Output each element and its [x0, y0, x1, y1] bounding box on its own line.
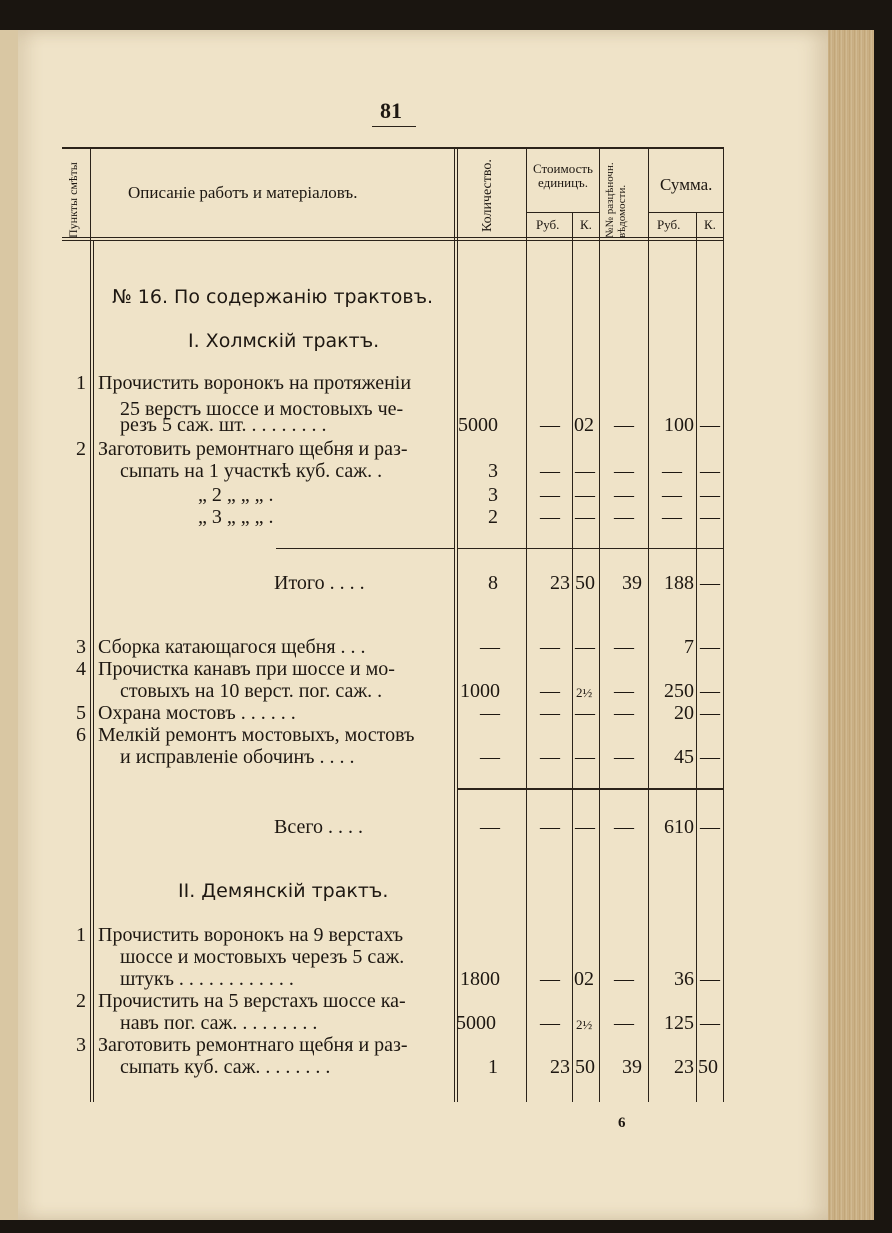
cell-sum-rub: 36	[674, 968, 694, 990]
cell-sum-kop: —	[700, 414, 720, 436]
cell-unit-rub: —	[540, 968, 560, 990]
cell-unit-rub: —	[540, 414, 560, 436]
total-rule	[458, 788, 724, 790]
cell-dash: —	[575, 506, 595, 528]
cell-ved: —	[614, 1012, 634, 1034]
cell-dash: —	[662, 460, 682, 482]
cell-qty: 8	[488, 572, 498, 594]
col-line-unit-kop	[599, 147, 600, 1102]
row-text: сыпать куб. саж. . . . . . . .	[120, 1056, 331, 1078]
cell-unit-rub: —	[540, 746, 560, 768]
col-line-ved	[648, 147, 649, 1102]
cell-dash: —	[662, 506, 682, 528]
cell-ved: —	[614, 702, 634, 724]
cell-sum-kop: —	[700, 968, 720, 990]
subtotal-rule-2	[458, 548, 724, 549]
cell-unit-kop: —	[575, 746, 595, 768]
col-line-desc	[454, 147, 455, 1102]
cell-sum-rub: 7	[684, 636, 694, 658]
row-text: Заготовить ремонтнаго щебня и раз-	[98, 1034, 408, 1056]
cell-unit-kop: —	[575, 636, 595, 658]
row-number: 4	[76, 658, 86, 680]
header-unit-cost: Стоимость единицъ.	[533, 161, 593, 190]
cell-qty: 1000	[460, 680, 500, 702]
cell-sum-rub: 610	[664, 816, 694, 838]
col-line-sum-rub	[696, 212, 697, 1102]
row-text: „ 2 „ „ „ .	[198, 484, 274, 506]
total-label: Всего . . . .	[274, 816, 364, 838]
cell-ved: —	[614, 968, 634, 990]
unit-subheader-rule	[526, 212, 599, 213]
row-text: Прочистить воронокъ на протяженіи	[98, 372, 412, 394]
cell-dash: —	[540, 460, 560, 482]
row-text: резъ 5 саж. шт. . . . . . . . .	[120, 414, 327, 436]
cell-sum-rub: 250	[664, 680, 694, 702]
cell-ved: —	[614, 680, 634, 702]
book-spine	[0, 30, 18, 1220]
header-unit-kop: К.	[580, 217, 592, 232]
cell-dash: —	[614, 460, 634, 482]
cell-sum-rub: 45	[674, 746, 694, 768]
cell-sum-rub: 100	[664, 414, 694, 436]
header-quantity: Количество.	[480, 159, 495, 232]
row-text: навъ пог. саж. . . . . . . . .	[120, 1012, 318, 1034]
cell-qty: —	[480, 816, 500, 838]
cell-unit-rub: —	[540, 680, 560, 702]
row-text: „ 3 „ „ „ .	[198, 506, 274, 528]
header-sum-kop: К.	[704, 217, 716, 232]
row-text: сыпать на 1 участкѣ куб. саж. .	[120, 460, 383, 482]
subtotal-rule	[276, 548, 454, 549]
cell-unit-rub: 23	[550, 572, 570, 594]
cell-unit-kop: 02	[574, 968, 594, 990]
cell-qty: 5000	[458, 414, 498, 436]
cell-ved: 39	[622, 1056, 642, 1078]
col-line-qty	[526, 147, 527, 1102]
cell-dash: —	[540, 506, 560, 528]
cell-unit-rub: —	[540, 636, 560, 658]
row-text: 25 верстъ шоссе и мостовыхъ че-	[120, 398, 404, 420]
row-text: штукъ . . . . . . . . . . . .	[120, 968, 294, 990]
cell-sum-kop: —	[700, 680, 720, 702]
tract2-title: II. Демянскій трактъ.	[178, 880, 389, 902]
row-text: Прочистить воронокъ на 9 верстахъ	[98, 924, 404, 946]
cell-unit-kop: 50	[575, 572, 595, 594]
page-number: 81	[380, 98, 402, 123]
cell-dash: —	[614, 484, 634, 506]
cell-qty: 1800	[460, 968, 500, 990]
section-title: № 16. По содержанію трактовъ.	[112, 286, 434, 308]
tract1-title: I. Холмскій трактъ.	[188, 330, 380, 352]
row-number: 3	[76, 636, 86, 658]
header-unit-rub: Руб.	[536, 217, 560, 232]
cell-sum-rub: 23	[674, 1056, 694, 1078]
table-top-border	[62, 147, 724, 149]
col-line-right	[723, 147, 724, 1102]
col-line-items-2	[93, 240, 94, 1102]
cell-sum-kop: —	[700, 1012, 720, 1034]
cell-qty: 3	[488, 460, 498, 482]
cell-unit-rub: —	[540, 702, 560, 724]
cell-sum-kop: —	[700, 572, 720, 594]
row-text: Охрана мостовъ . . . . . .	[98, 702, 296, 724]
cell-dash: —	[700, 506, 720, 528]
row-number: 3	[76, 1034, 86, 1056]
cell-qty: —	[480, 702, 500, 724]
header-vedomost: №№ разцѣночн. вѣдомости.	[604, 162, 628, 238]
cell-sum-kop: —	[700, 636, 720, 658]
cell-ved: —	[614, 816, 634, 838]
row-number: 1	[76, 924, 86, 946]
cell-unit-kop: —	[575, 702, 595, 724]
col-line-desc-2	[457, 147, 458, 1102]
cell-qty: 5000	[456, 1012, 496, 1034]
header-sum-rub: Руб.	[657, 217, 681, 232]
cell-sum-rub: 20	[674, 702, 694, 724]
cell-dash: —	[700, 484, 720, 506]
cell-dash: —	[662, 484, 682, 506]
col-line-unit-rub	[572, 212, 573, 1102]
cell-dash: —	[700, 460, 720, 482]
sum-subheader-rule	[648, 212, 724, 213]
cell-unit-kop: 2½	[576, 1017, 593, 1032]
row-number: 6	[76, 724, 86, 746]
cell-unit-kop: 2½	[576, 685, 593, 700]
cell-sum-kop: —	[700, 816, 720, 838]
cell-ved: —	[614, 414, 634, 436]
cell-sum-rub: 125	[664, 1012, 694, 1034]
cell-ved: —	[614, 636, 634, 658]
row-number: 5	[76, 702, 86, 724]
row-text: стовыхъ на 10 верст. пог. саж. .	[120, 680, 383, 702]
page-number-rule	[372, 126, 416, 127]
cell-unit-rub: —	[540, 816, 560, 838]
header-rule-2	[62, 240, 724, 241]
cell-dash: —	[614, 506, 634, 528]
cell-unit-kop: 50	[575, 1056, 595, 1078]
cell-ved: —	[614, 746, 634, 768]
subtotal-label: Итого . . . .	[274, 572, 365, 594]
header-items: Пункты смѣты	[66, 162, 80, 238]
cell-unit-rub: 23	[550, 1056, 570, 1078]
row-number: 2	[76, 438, 86, 460]
row-text: Прочистить на 5 верстахъ шоссе ка-	[98, 990, 406, 1012]
header-description: Описаніе работъ и матеріаловъ.	[128, 183, 358, 202]
cell-qty: 1	[488, 1056, 498, 1078]
cell-unit-kop: 02	[574, 414, 594, 436]
cell-unit-rub: —	[540, 1012, 560, 1034]
cell-qty: 2	[488, 506, 498, 528]
cell-dash: —	[575, 484, 595, 506]
row-text: Прочистка канавъ при шоссе и мо-	[98, 658, 395, 680]
cell-sum-kop: —	[700, 702, 720, 724]
cell-qty: 3	[488, 484, 498, 506]
signature-mark: 6	[618, 1115, 626, 1131]
row-text: и исправленіе обочинъ . . . .	[120, 746, 355, 768]
cell-unit-kop: —	[575, 816, 595, 838]
row-text: шоссе и мостовыхъ черезъ 5 саж.	[120, 946, 405, 968]
header-sum: Сумма.	[660, 175, 713, 194]
cell-ved: 39	[622, 572, 642, 594]
page-edges	[828, 30, 874, 1220]
row-text: Сборка катающагося щебня . . .	[98, 636, 366, 658]
cell-qty: —	[480, 746, 500, 768]
row-number: 2	[76, 990, 86, 1012]
cell-dash: —	[540, 484, 560, 506]
cell-sum-rub: 188	[664, 572, 694, 594]
cell-sum-kop: —	[700, 746, 720, 768]
row-text: Заготовить ремонтнаго щебня и раз-	[98, 438, 408, 460]
row-number: 1	[76, 372, 86, 394]
col-line-items	[90, 147, 91, 1102]
cell-dash: —	[575, 460, 595, 482]
cell-qty: —	[480, 636, 500, 658]
row-text: Мелкій ремонтъ мостовыхъ, мостовъ	[98, 724, 415, 746]
cell-sum-kop: 50	[698, 1056, 718, 1078]
